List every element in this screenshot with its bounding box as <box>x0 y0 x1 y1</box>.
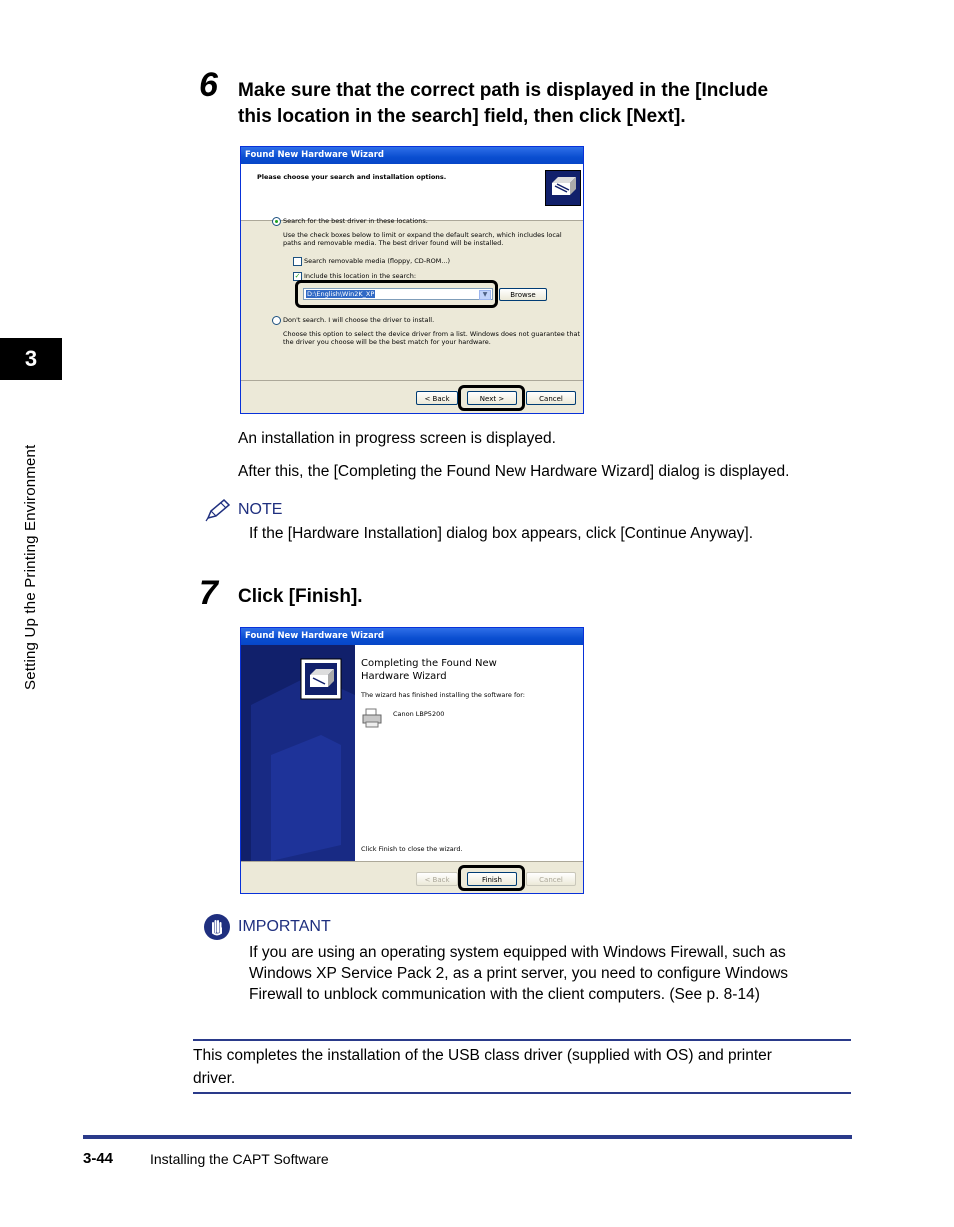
cancel-button[interactable]: Cancel <box>526 872 576 886</box>
completion-bottom-rule <box>193 1092 851 1094</box>
checkbox-removable-label: Search removable media (floppy, CD-ROM...) <box>304 257 451 265</box>
checkbox-removable[interactable] <box>293 257 302 266</box>
dialog-divider <box>241 380 584 381</box>
completion-top-rule <box>193 1039 851 1041</box>
cancel-button[interactable]: Cancel <box>526 391 576 405</box>
step-number-7: 7 <box>199 574 218 612</box>
step-6-heading-line2: this location in the search] field, then click [Next]. <box>238 106 686 127</box>
page-number: 3-44 <box>83 1150 114 1167</box>
complete-heading <box>361 657 497 683</box>
radio-search-label: Search for the best driver in these locations. <box>283 217 428 225</box>
wizard-side-panel <box>241 645 355 861</box>
printer-icon <box>361 707 383 729</box>
step-6-result-1: An installation in progress screen is displayed. <box>238 430 556 447</box>
chapter-title: Setting Up the Printing Environment <box>22 444 39 690</box>
radio-dont-search[interactable] <box>272 316 281 325</box>
completion-text <box>193 1044 851 1090</box>
checkbox-include[interactable]: ✓ <box>294 272 301 280</box>
dont-desc-1: Choose this option to select the device driver from a list. Windows does not guarantee that <box>283 330 581 338</box>
hand-stop-icon <box>204 914 230 940</box>
note-label: NOTE <box>238 501 283 518</box>
finished-text: The wizard has finished installing the software for: <box>361 691 525 699</box>
important-line2: Windows XP Service Pack 2, as a print server, you need to configure Windows <box>249 965 789 982</box>
important-label: IMPORTANT <box>238 918 331 935</box>
highlight-next-ring <box>458 385 525 411</box>
important-line3: Firewall to unblock communication with the client computers. (See p. 8-14) <box>249 986 760 1003</box>
pencil-icon <box>204 498 232 522</box>
next-button[interactable]: Next > <box>467 391 517 405</box>
note-text: If the [Hardware Installation] dialog box appears, click [Continue Anyway]. <box>249 525 754 542</box>
search-desc-2: paths and removable media. The best driver found will be installed. <box>283 239 504 247</box>
chapter-tab: 3 <box>0 338 62 380</box>
step-7-heading: Click [Finish]. <box>238 586 363 607</box>
complete-heading-line2: Hardware Wizard <box>361 671 447 682</box>
hardware-icon <box>303 661 339 697</box>
search-desc-1: Use the check boxes below to limit or expand the default search, which includes local <box>283 231 562 239</box>
close-text: Click Finish to close the wizard. <box>361 845 463 853</box>
footer-section: Installing the CAPT Software <box>150 1151 329 1167</box>
step-6-heading-line1: Make sure that the correct path is displayed in the [Include <box>238 80 769 101</box>
radio-search[interactable] <box>272 217 281 226</box>
checkbox-include-label: Include this location in the search: <box>304 272 417 280</box>
step-6-heading <box>238 78 768 130</box>
dialog-title-bar: Found New Hardware Wizard <box>241 147 583 164</box>
hardware-icon <box>545 170 581 206</box>
finish-button[interactable]: Finish <box>467 872 517 886</box>
dialog-header <box>241 164 583 221</box>
browse-button[interactable]: Browse <box>499 288 547 301</box>
dialog-header-text: Please choose your search and installation options. <box>257 173 447 181</box>
important-line1: If you are using an operating system equipped with Windows Firewall, such as <box>249 944 786 961</box>
important-text <box>249 942 788 1005</box>
highlight-finish-ring <box>458 865 525 891</box>
dont-desc-2: the driver you choose will be the best match for your hardware. <box>283 338 491 346</box>
device-name: Canon LBP5200 <box>393 710 445 718</box>
completion-line1: This completes the installation of the USB class driver (supplied with OS) and printer <box>193 1047 772 1064</box>
wizard-dialog-complete <box>240 627 584 894</box>
path-value: D:\English\Win2K_XP <box>307 290 375 298</box>
step-6-result-2: After this, the [Completing the Found New Hardware Wizard] dialog is displayed. <box>238 463 790 480</box>
chevron-down-icon[interactable]: ▼ <box>479 290 491 300</box>
dialog-title-bar: Found New Hardware Wizard <box>241 628 583 645</box>
highlight-path-ring <box>295 280 498 308</box>
footer-rule <box>83 1135 852 1139</box>
radio-dont-search-label: Don't search. I will choose the driver to install. <box>283 316 435 324</box>
complete-heading-line1: Completing the Found New <box>361 658 497 669</box>
step-number-6: 6 <box>199 66 218 104</box>
back-button[interactable]: < Back <box>416 872 458 886</box>
completion-line2: driver. <box>193 1070 236 1087</box>
wizard-dialog-search <box>240 146 584 414</box>
back-button[interactable]: < Back <box>416 391 458 405</box>
